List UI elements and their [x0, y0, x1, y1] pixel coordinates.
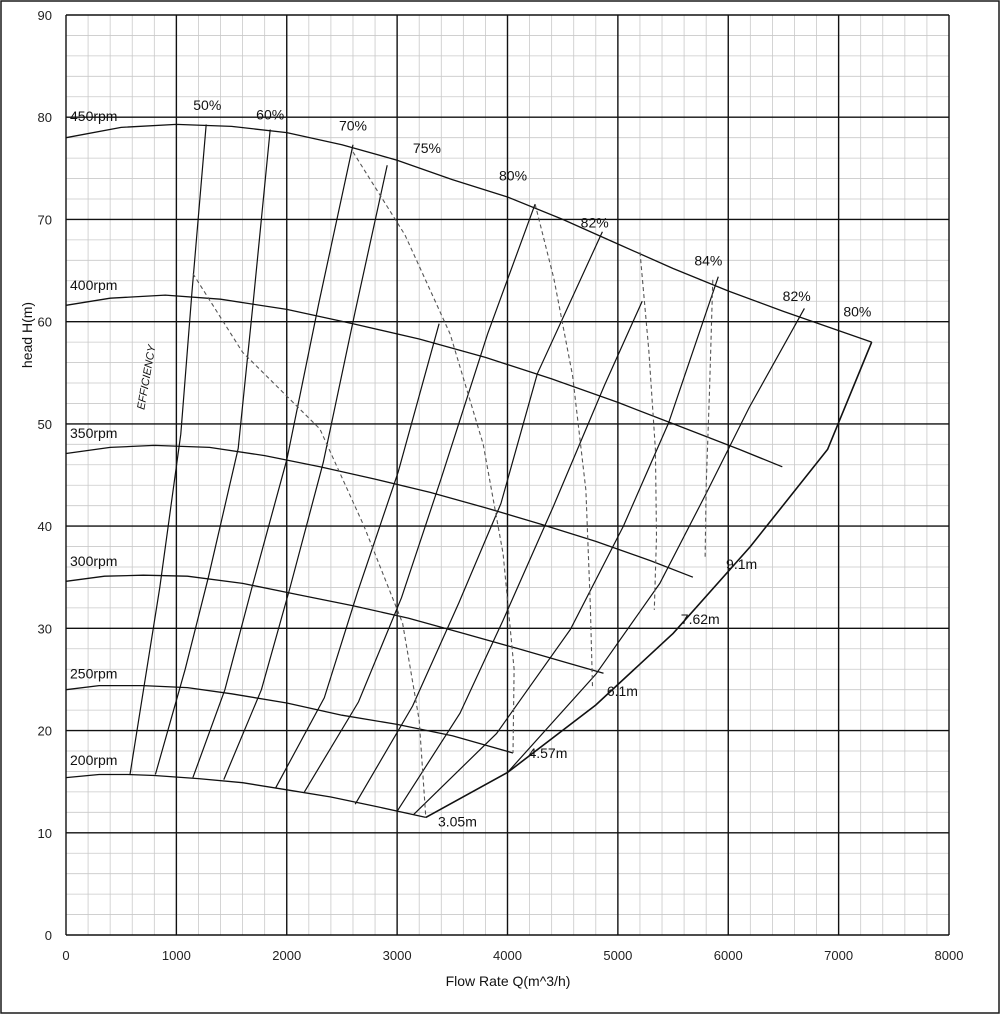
npsh-label: 7.62m — [680, 611, 720, 628]
y-tick-label: 60 — [37, 314, 52, 330]
efficiency-label: 84% — [694, 252, 723, 269]
npsh-label: 4.57m — [528, 745, 568, 762]
x-tick-label: 3000 — [382, 948, 412, 963]
y-tick-label: 50 — [37, 416, 52, 432]
npsh-label: 6.1m — [606, 682, 638, 699]
x-tick-label: 5000 — [603, 948, 633, 963]
speed-curve-label: 250rpm — [70, 665, 118, 682]
efficiency-label: 80% — [843, 303, 872, 320]
x-tick-label: 2000 — [272, 948, 302, 963]
y-tick-label: 70 — [37, 212, 52, 228]
efficiency-label: 75% — [412, 140, 441, 156]
npsh-label: 9.1m — [726, 556, 758, 573]
x-tick-label: 0 — [62, 948, 70, 963]
y-axis-title: head H(m) — [19, 301, 35, 369]
x-tick-label: 6000 — [713, 948, 743, 963]
efficiency-label: 60% — [256, 106, 285, 123]
speed-curve-label: 300rpm — [70, 552, 118, 569]
npsh-label: 3.05m — [437, 813, 477, 830]
efficiency-annotation: EFFICIENCY — [135, 344, 159, 411]
y-tick-label: 10 — [37, 825, 52, 841]
y-tick-label: 40 — [37, 519, 52, 535]
x-tick-label: 7000 — [824, 948, 854, 963]
speed-curve-label: 400rpm — [70, 276, 118, 293]
y-tick-label: 90 — [37, 8, 52, 23]
speed-curve-label: 450rpm — [70, 108, 118, 125]
y-tick-label: 20 — [37, 723, 52, 739]
y-tick-label: 30 — [37, 621, 52, 637]
x-tick-label: 8000 — [934, 948, 964, 963]
efficiency-label: 80% — [499, 167, 528, 184]
x-tick-label: 1000 — [161, 948, 191, 963]
speed-curve-label: 200rpm — [70, 752, 118, 769]
x-axis-title: Flow Rate Q(m^3/h) — [445, 973, 571, 989]
efficiency-label: 70% — [338, 117, 367, 134]
x-tick-label: 4000 — [493, 948, 522, 963]
efficiency-label: 50% — [193, 97, 222, 114]
y-tick-label: 0 — [44, 928, 52, 943]
efficiency-label: 82% — [580, 214, 609, 231]
speed-curve-label: 350rpm — [70, 425, 118, 442]
efficiency-label: 82% — [782, 288, 811, 305]
y-tick-label: 80 — [37, 110, 52, 126]
